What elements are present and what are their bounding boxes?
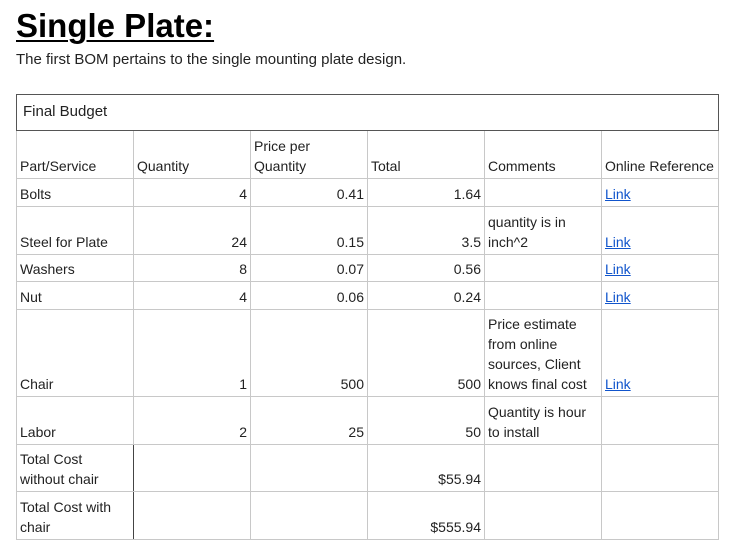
reference-link[interactable]: Link (605, 376, 631, 392)
empty-cell (134, 445, 251, 492)
reference-link[interactable]: Link (605, 289, 631, 305)
summary-label: Total Cost with chair (17, 492, 134, 540)
summary-label: Total Cost without chair (17, 445, 134, 492)
header-price: Price per Quantity (251, 131, 368, 179)
table-row (17, 179, 719, 207)
empty-cell (485, 445, 602, 492)
price-cell: 0.06 (251, 282, 368, 310)
table-header-row (17, 131, 719, 179)
header-part: Part/Service (17, 131, 134, 179)
empty-cell (134, 492, 251, 540)
table-caption-row (17, 95, 719, 131)
part-cell: Bolts (17, 179, 134, 207)
price-cell: 500 (251, 310, 368, 397)
price-cell: 25 (251, 397, 368, 445)
empty-cell (485, 492, 602, 540)
total-cell: 0.24 (368, 282, 485, 310)
final-budget-table (16, 94, 719, 540)
header-comments: Comments (485, 131, 602, 179)
part-cell: Chair (17, 310, 134, 397)
quantity-cell: 4 (134, 179, 251, 207)
part-cell: Nut (17, 282, 134, 310)
quantity-cell: 1 (134, 310, 251, 397)
summary-row (17, 492, 719, 540)
reference-cell (602, 179, 719, 207)
reference-link[interactable]: Link (605, 186, 631, 202)
reference-link[interactable]: Link (605, 234, 631, 250)
total-cell: 500 (368, 310, 485, 397)
comments-cell: quantity is in inch^2 (485, 207, 602, 255)
part-cell: Steel for Plate (17, 207, 134, 255)
table-row (17, 255, 719, 282)
empty-cell (602, 492, 719, 540)
table-row (17, 207, 719, 255)
part-cell: Washers (17, 255, 134, 282)
table-row (17, 310, 719, 397)
reference-cell (602, 310, 719, 397)
quantity-cell: 4 (134, 282, 251, 310)
reference-link[interactable]: Link (605, 261, 631, 277)
total-cell: 50 (368, 397, 485, 445)
part-cell: Labor (17, 397, 134, 445)
reference-cell (602, 255, 719, 282)
reference-cell (602, 282, 719, 310)
total-cell: 1.64 (368, 179, 485, 207)
quantity-cell: 24 (134, 207, 251, 255)
intro-text: The first BOM pertains to the single mounting plate design. (16, 51, 407, 68)
price-cell: 0.41 (251, 179, 368, 207)
table-row (17, 397, 719, 445)
summary-row (17, 445, 719, 492)
comments-cell: Quantity is hour to install (485, 397, 602, 445)
header-quantity: Quantity (134, 131, 251, 179)
summary-total: $555.94 (368, 492, 485, 540)
table-row (17, 282, 719, 310)
empty-cell (251, 492, 368, 540)
price-cell: 0.15 (251, 207, 368, 255)
header-reference: Online Reference (602, 131, 719, 179)
reference-cell (602, 397, 719, 445)
reference-cell (602, 207, 719, 255)
page-heading: Single Plate: (16, 7, 215, 44)
empty-cell (251, 445, 368, 492)
table-caption: Final Budget (17, 95, 719, 131)
quantity-cell: 8 (134, 255, 251, 282)
comments-cell: Price estimate from online sources, Client knows final cost (485, 310, 602, 397)
summary-total: $55.94 (368, 445, 485, 492)
price-cell: 0.07 (251, 255, 368, 282)
header-total: Total (368, 131, 485, 179)
quantity-cell: 2 (134, 397, 251, 445)
comments-cell (485, 179, 602, 207)
total-cell: 3.5 (368, 207, 485, 255)
empty-cell (602, 445, 719, 492)
total-cell: 0.56 (368, 255, 485, 282)
comments-cell (485, 282, 602, 310)
comments-cell (485, 255, 602, 282)
